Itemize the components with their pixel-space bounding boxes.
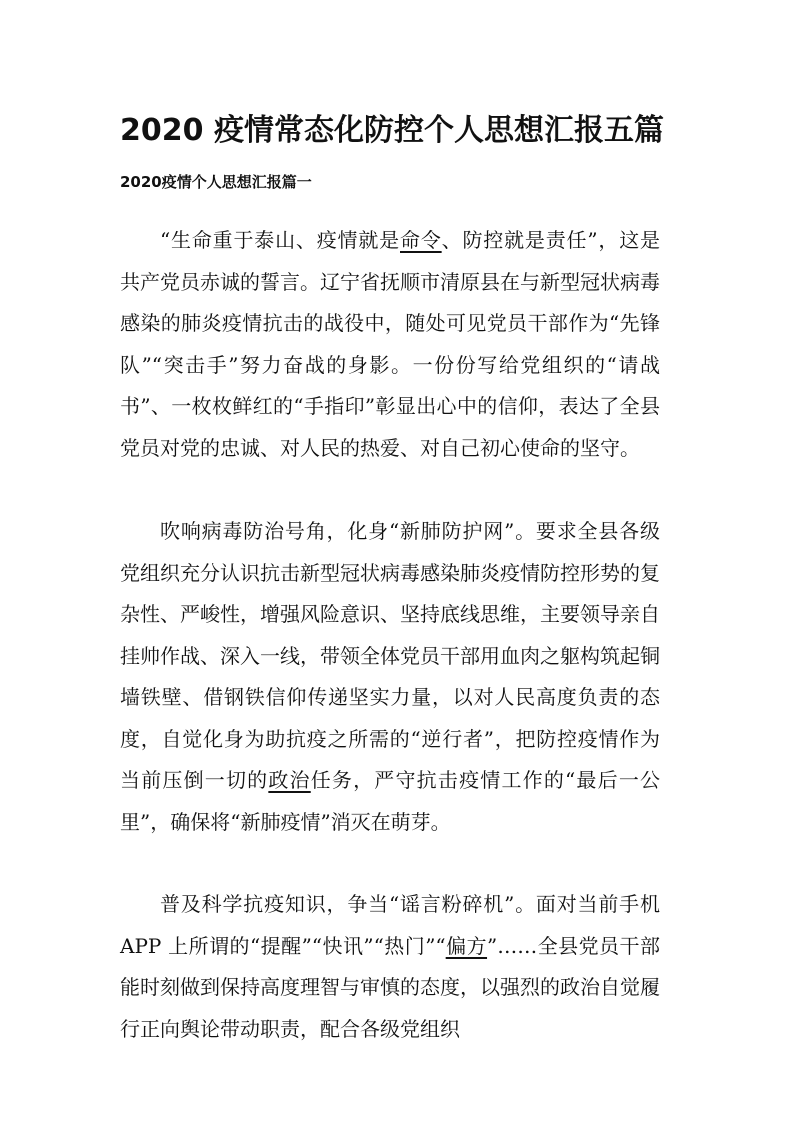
underlined-text: 偏方 [445,933,488,958]
paragraph-2 [120,511,660,843]
document-title: 2020 疫情常态化防控个人思想汇报五篇 [120,113,664,148]
section-heading: 2020疫情个人思想汇报篇一 [120,173,312,191]
paragraph-text: 、防控就是责任”，这是共产党员赤诚的誓言。辽宁省抚顺市清原县在与新型冠状病毒感染的肺炎疫情抗击的战役中，随处可见党员干部作为“先锋队”“突击手”努力奋战的身影。一份份写给党组织的“请战书”、一枚枚鲜红的“手指印”彰显出心中的信仰，表达了全县党员对党的忠诚、对人民的热爱、对自己初心使命的坚守。 [120,228,661,460]
paragraph-text: 普及科学抗疫知识，争当“谣言粉碎机”。面对当前手机 APP 上所谓的“提醒”“快讯”“热门”“ [120,892,660,958]
paragraph-text: 任务，严守抗击疫情工作的“最后一公里”，确保将“新肺疫情”消灭在萌芽。 [120,768,661,834]
paragraph-text: “生命重于泰山、疫情就是 [160,228,400,252]
underlined-text: 命令 [400,228,442,252]
paragraph-text: ”……全县党员干部能时刻做到保持高度理智与审慎的态度，以强烈的政治自觉履行正向舆论带动职责，配合各级党组织 [120,933,661,1041]
paragraph-3 [120,884,660,1050]
paragraph-1 [120,220,660,469]
underlined-text: 政治 [268,768,311,792]
paragraph-text: 吹响病毒防治号角，化身“新肺防护网”。要求全县各级党组织充分认识抗击新型冠状病毒感染肺炎疫情防控形势的复杂性、严峻性，增强风险意识、坚持底线思维，主要领导亲自挂帅作战、深入一线，带领全体党员干部用血肉之躯构筑起铜墙铁壁、借钢铁信仰传递坚实力量，以对人民高度负责的态度，自觉化身为助抗疫之所需的“逆行者”，把防控疫情作为当前压倒一切的 [120,519,660,792]
